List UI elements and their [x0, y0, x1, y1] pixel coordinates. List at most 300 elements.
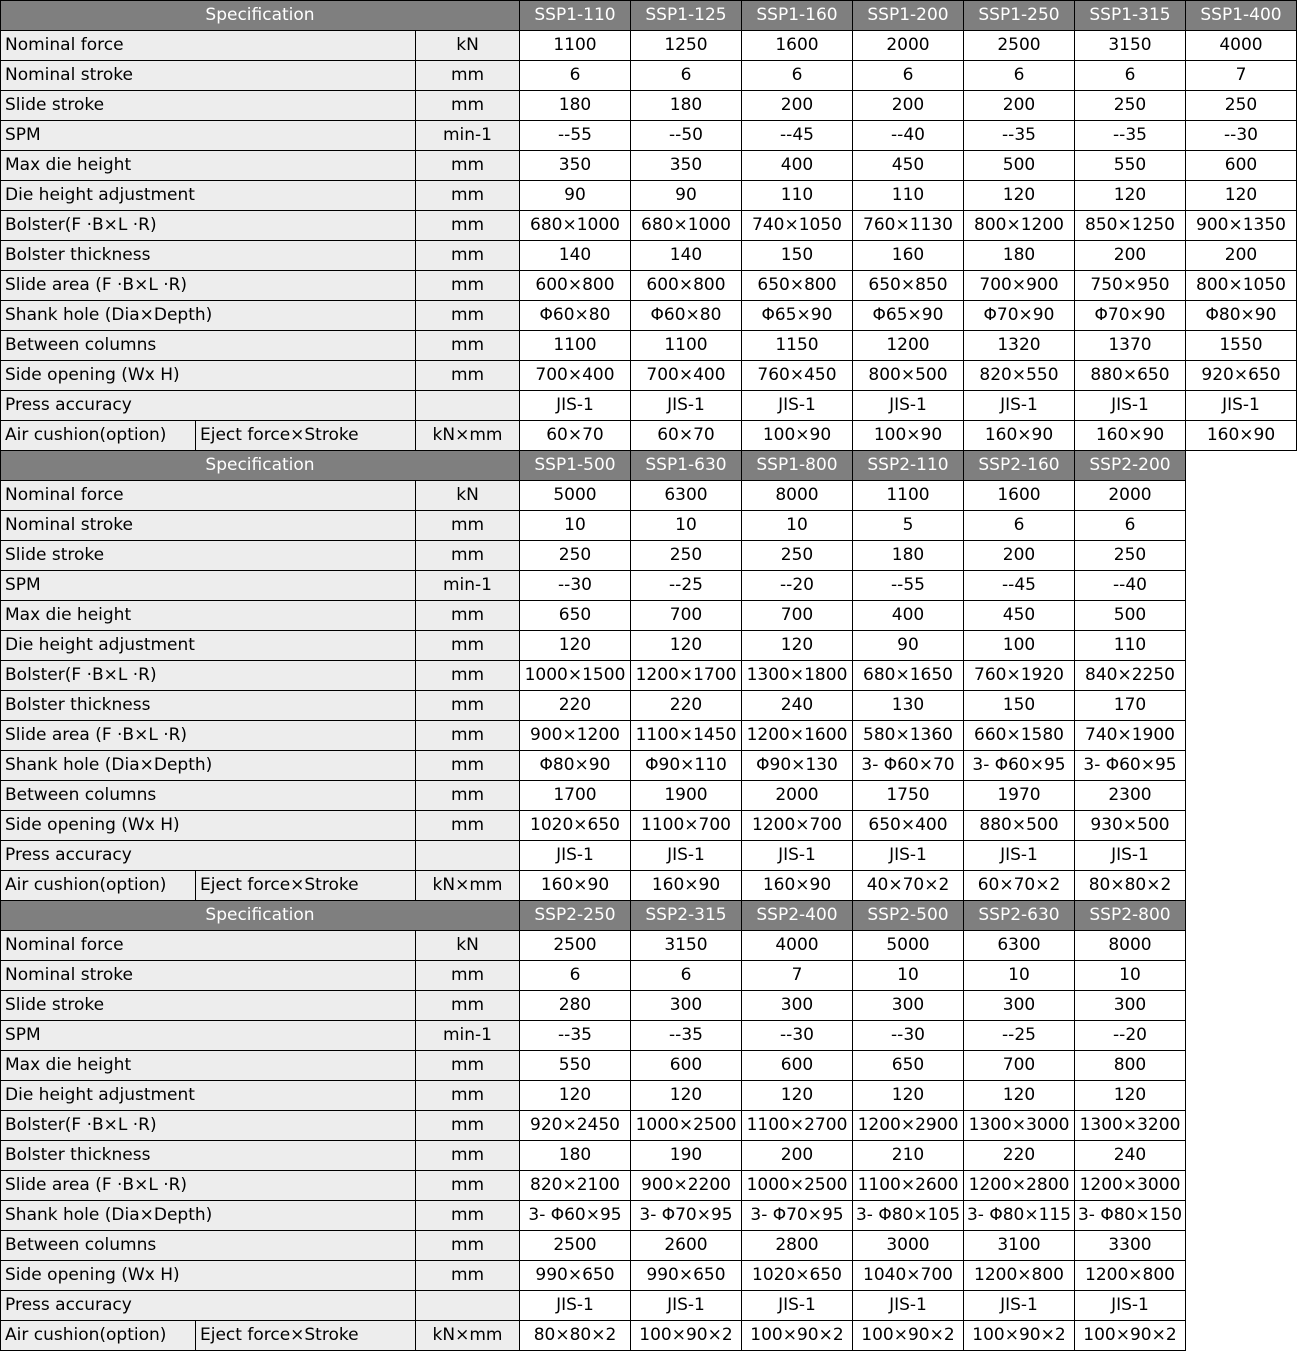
spec-value: 180: [520, 91, 631, 121]
row-sublabel: Eject force×Stroke: [196, 421, 416, 451]
spec-value: 2500: [520, 931, 631, 961]
spec-value: 90: [631, 181, 742, 211]
spec-value: 700×900: [964, 271, 1075, 301]
spec-value: Φ90×110: [631, 751, 742, 781]
spec-row: [1, 1291, 1186, 1321]
row-label: Slide area (F ·B×L ·R): [1, 271, 416, 301]
spec-value: 300: [631, 991, 742, 1021]
spec-value: 200: [1075, 241, 1186, 271]
spec-value: 3100: [964, 1231, 1075, 1261]
spec-value: 650×800: [742, 271, 853, 301]
row-unit: mm: [416, 361, 520, 391]
spec-value: 7: [1186, 61, 1297, 91]
spec-value: 920×2450: [520, 1111, 631, 1141]
row-unit: mm: [416, 631, 520, 661]
spec-value: 1100: [853, 481, 964, 511]
spec-row: [1, 1171, 1186, 1201]
spec-value: 140: [520, 241, 631, 271]
row-unit: mm: [416, 91, 520, 121]
spec-value: JIS-1: [520, 1291, 631, 1321]
spec-value: 1020×650: [520, 811, 631, 841]
spec-value: 160×90: [520, 871, 631, 901]
spec-row: [1, 391, 1297, 421]
spec-value: 700: [964, 1051, 1075, 1081]
model-header: SSP2-315: [631, 901, 742, 931]
spec-value: 120: [742, 1081, 853, 1111]
spec-row: [1, 1051, 1186, 1081]
spec-value: 3- Φ60×70: [853, 751, 964, 781]
model-header: SSP2-160: [964, 451, 1075, 481]
model-header: SSP1-500: [520, 451, 631, 481]
spec-value: 1200×800: [964, 1261, 1075, 1291]
spec-value: 130: [853, 691, 964, 721]
spec-value: 700×400: [520, 361, 631, 391]
spec-value: JIS-1: [520, 391, 631, 421]
spec-value: 3- Φ70×95: [742, 1201, 853, 1231]
row-label: Between columns: [1, 331, 416, 361]
spec-value: 840×2250: [1075, 661, 1186, 691]
spec-value: 1200×700: [742, 811, 853, 841]
spec-value: 120: [742, 631, 853, 661]
spec-value: 170: [1075, 691, 1186, 721]
spec-value: 210: [853, 1141, 964, 1171]
spec-value: 1100×2600: [853, 1171, 964, 1201]
row-label: Press accuracy: [1, 391, 416, 421]
spec-value: 100: [964, 631, 1075, 661]
spec-value: 1320: [964, 331, 1075, 361]
row-unit: mm: [416, 1261, 520, 1291]
spec-value: 650: [520, 601, 631, 631]
spec-value: 3300: [1075, 1231, 1186, 1261]
spec-value: 220: [631, 691, 742, 721]
spec-value: 240: [742, 691, 853, 721]
spec-value: 6: [631, 61, 742, 91]
spec-value: 200: [964, 541, 1075, 571]
spec-value: 1200×800: [1075, 1261, 1186, 1291]
row-label: Shank hole (Dia×Depth): [1, 1201, 416, 1231]
spec-value: 60×70: [631, 421, 742, 451]
spec-value: 1300×1800: [742, 661, 853, 691]
spec-value: 900×2200: [631, 1171, 742, 1201]
row-label: Between columns: [1, 1231, 416, 1261]
row-sublabel: Eject force×Stroke: [196, 871, 416, 901]
spec-row: [1, 1261, 1186, 1291]
spec-value: 1000×1500: [520, 661, 631, 691]
spec-value: 550: [1075, 151, 1186, 181]
row-unit: mm: [416, 1201, 520, 1231]
spec-value: Φ70×90: [964, 301, 1075, 331]
row-unit: mm: [416, 961, 520, 991]
model-header: SSP1-200: [853, 1, 964, 31]
spec-value: 2000: [742, 781, 853, 811]
model-header: SSP1-800: [742, 451, 853, 481]
spec-value: 160: [853, 241, 964, 271]
spec-value: 3- Φ80×105: [853, 1201, 964, 1231]
spec-value: 600: [742, 1051, 853, 1081]
spec-value: 680×1000: [520, 211, 631, 241]
spec-value: 180: [520, 1141, 631, 1171]
model-header: SSP1-110: [520, 1, 631, 31]
spec-value: 200: [853, 91, 964, 121]
spec-row: [1, 181, 1297, 211]
model-header: SSP2-630: [964, 901, 1075, 931]
row-unit: mm: [416, 1051, 520, 1081]
spec-value: 650: [853, 1051, 964, 1081]
spec-value: 990×650: [631, 1261, 742, 1291]
row-label: SPM: [1, 121, 416, 151]
spec-value: 7: [742, 961, 853, 991]
row-label: Bolster thickness: [1, 241, 416, 271]
spec-value: 2500: [520, 1231, 631, 1261]
row-unit: kN: [416, 481, 520, 511]
spec-row: [1, 871, 1186, 901]
row-unit: mm: [416, 61, 520, 91]
spec-value: 300: [964, 991, 1075, 1021]
spec-value: 1100: [520, 331, 631, 361]
spec-value: 160×90: [964, 421, 1075, 451]
spec-row: [1, 211, 1297, 241]
spec-value: 1300×3000: [964, 1111, 1075, 1141]
row-unit: min-1: [416, 121, 520, 151]
spec-value: JIS-1: [742, 841, 853, 871]
row-unit: mm: [416, 601, 520, 631]
row-label: Slide area (F ·B×L ·R): [1, 721, 416, 751]
spec-row: [1, 481, 1186, 511]
row-unit: mm: [416, 1231, 520, 1261]
spec-value: 700: [631, 601, 742, 631]
spec-value: JIS-1: [1075, 841, 1186, 871]
spec-value: 680×1000: [631, 211, 742, 241]
spec-value: 2000: [853, 31, 964, 61]
row-label: Press accuracy: [1, 841, 416, 871]
spec-value: 400: [853, 601, 964, 631]
spec-value: --45: [964, 571, 1075, 601]
spec-value: 880×500: [964, 811, 1075, 841]
spec-value: JIS-1: [742, 391, 853, 421]
spec-value: 120: [964, 181, 1075, 211]
spec-value: 700: [742, 601, 853, 631]
row-unit: kN×mm: [416, 1321, 520, 1351]
spec-value: 820×2100: [520, 1171, 631, 1201]
spec-value: 1200×3000: [1075, 1171, 1186, 1201]
spec-row: [1, 781, 1186, 811]
row-unit: kN×mm: [416, 871, 520, 901]
spec-value: 1000×2500: [742, 1171, 853, 1201]
row-label: Max die height: [1, 1051, 416, 1081]
spec-value: 740×1900: [1075, 721, 1186, 751]
spec-header-row: [1, 1, 1297, 31]
spec-value: 880×650: [1075, 361, 1186, 391]
spec-value: --30: [742, 1021, 853, 1051]
spec-value: 1600: [742, 31, 853, 61]
spec-value: 1550: [1186, 331, 1297, 361]
spec-value: 2500: [964, 31, 1075, 61]
row-unit: mm: [416, 721, 520, 751]
row-label: Press accuracy: [1, 1291, 416, 1321]
row-label: Air cushion(option): [1, 871, 196, 901]
spec-row: [1, 421, 1297, 451]
spec-row: [1, 1021, 1186, 1051]
spec-value: JIS-1: [631, 841, 742, 871]
row-label: Bolster(F ·B×L ·R): [1, 661, 416, 691]
spec-row: [1, 511, 1186, 541]
row-label: Nominal force: [1, 931, 416, 961]
spec-value: 60×70×2: [964, 871, 1075, 901]
model-header: SSP1-160: [742, 1, 853, 31]
spec-value: --30: [853, 1021, 964, 1051]
spec-value: 1600: [964, 481, 1075, 511]
spec-value: 1200: [853, 331, 964, 361]
spec-value: 10: [520, 511, 631, 541]
spec-value: 1040×700: [853, 1261, 964, 1291]
row-label: Nominal stroke: [1, 61, 416, 91]
row-label: Slide area (F ·B×L ·R): [1, 1171, 416, 1201]
spec-value: 90: [853, 631, 964, 661]
spec-value: Φ60×80: [520, 301, 631, 331]
spec-value: 1200×1600: [742, 721, 853, 751]
spec-row: [1, 151, 1297, 181]
spec-table-3: [0, 900, 1186, 1351]
spec-value: 6: [742, 61, 853, 91]
row-unit: mm: [416, 241, 520, 271]
spec-value: 160×90: [1186, 421, 1297, 451]
spec-table-1: [0, 0, 1297, 451]
spec-row: [1, 1141, 1186, 1171]
spec-value: 6300: [631, 481, 742, 511]
spec-value: 10: [742, 511, 853, 541]
spec-value: 600: [631, 1051, 742, 1081]
spec-value: JIS-1: [964, 1291, 1075, 1321]
spec-value: 80×80×2: [520, 1321, 631, 1351]
spec-value: 120: [631, 1081, 742, 1111]
spec-value: 40×70×2: [853, 871, 964, 901]
row-label: Bolster(F ·B×L ·R): [1, 1111, 416, 1141]
spec-row: [1, 811, 1186, 841]
spec-value: 350: [631, 151, 742, 181]
spec-value: 100×90: [742, 421, 853, 451]
spec-value: 5: [853, 511, 964, 541]
row-unit: mm: [416, 1081, 520, 1111]
spec-value: Φ70×90: [1075, 301, 1186, 331]
spec-value: --35: [631, 1021, 742, 1051]
spec-value: 2300: [1075, 781, 1186, 811]
spec-value: 110: [742, 181, 853, 211]
spec-value: JIS-1: [853, 391, 964, 421]
spec-row: [1, 331, 1297, 361]
row-label: Slide stroke: [1, 991, 416, 1021]
spec-value: 200: [742, 1141, 853, 1171]
spec-value: 200: [1186, 241, 1297, 271]
spec-value: 900×1350: [1186, 211, 1297, 241]
spec-value: 120: [1075, 181, 1186, 211]
spec-value: 6300: [964, 931, 1075, 961]
spec-value: 800×1200: [964, 211, 1075, 241]
spec-row: [1, 691, 1186, 721]
row-unit: [416, 841, 520, 871]
spec-value: --40: [1075, 571, 1186, 601]
spec-value: 1300×3200: [1075, 1111, 1186, 1141]
spec-value: 700×400: [631, 361, 742, 391]
row-unit: [416, 1291, 520, 1321]
spec-value: 5000: [853, 931, 964, 961]
spec-value: JIS-1: [1186, 391, 1297, 421]
spec-value: 100×90×2: [631, 1321, 742, 1351]
spec-value: --55: [520, 121, 631, 151]
spec-value: 850×1250: [1075, 211, 1186, 241]
spec-value: 1100×1450: [631, 721, 742, 751]
spec-row: [1, 601, 1186, 631]
row-unit: mm: [416, 331, 520, 361]
row-label: Nominal force: [1, 481, 416, 511]
spec-header-row: [1, 451, 1186, 481]
spec-value: 3150: [1075, 31, 1186, 61]
spec-header-row: [1, 901, 1186, 931]
spec-value: 4000: [742, 931, 853, 961]
spec-value: Φ65×90: [853, 301, 964, 331]
spec-value: --25: [964, 1021, 1075, 1051]
spec-value: 300: [853, 991, 964, 1021]
spec-value: Φ80×90: [520, 751, 631, 781]
spec-value: 140: [631, 241, 742, 271]
spec-value: 1370: [1075, 331, 1186, 361]
spec-value: Φ90×130: [742, 751, 853, 781]
spec-value: 10: [631, 511, 742, 541]
spec-value: 120: [1075, 1081, 1186, 1111]
spec-value: JIS-1: [631, 1291, 742, 1321]
row-unit: mm: [416, 751, 520, 781]
spec-value: 1100: [520, 31, 631, 61]
row-label: Bolster thickness: [1, 691, 416, 721]
row-unit: mm: [416, 1111, 520, 1141]
spec-value: --45: [742, 121, 853, 151]
spec-value: 100×90×2: [742, 1321, 853, 1351]
spec-value: 5000: [520, 481, 631, 511]
spec-value: 60×70: [520, 421, 631, 451]
spec-value: 160×90: [1075, 421, 1186, 451]
spec-value: JIS-1: [520, 841, 631, 871]
spec-value: 120: [853, 1081, 964, 1111]
spec-value: JIS-1: [964, 391, 1075, 421]
spec-value: 1100×700: [631, 811, 742, 841]
spec-row: [1, 361, 1297, 391]
spec-value: 450: [964, 601, 1075, 631]
spec-value: 1020×650: [742, 1261, 853, 1291]
spec-value: 80×80×2: [1075, 871, 1186, 901]
specification-header: Specification: [1, 451, 520, 481]
row-label: Bolster(F ·B×L ·R): [1, 211, 416, 241]
spec-row: [1, 571, 1186, 601]
row-label: Shank hole (Dia×Depth): [1, 751, 416, 781]
spec-row: [1, 721, 1186, 751]
spec-value: 3- Φ80×150: [1075, 1201, 1186, 1231]
spec-value: 1700: [520, 781, 631, 811]
row-unit: mm: [416, 211, 520, 241]
spec-value: 1200×2900: [853, 1111, 964, 1141]
spec-row: [1, 1081, 1186, 1111]
row-unit: mm: [416, 1171, 520, 1201]
spec-row: [1, 271, 1297, 301]
spec-value: 1150: [742, 331, 853, 361]
spec-row: [1, 841, 1186, 871]
spec-value: JIS-1: [964, 841, 1075, 871]
row-unit: kN: [416, 931, 520, 961]
spec-value: 450: [853, 151, 964, 181]
spec-value: 760×450: [742, 361, 853, 391]
spec-value: 120: [520, 1081, 631, 1111]
row-label: Nominal stroke: [1, 511, 416, 541]
spec-value: 10: [1075, 961, 1186, 991]
spec-value: 180: [964, 241, 1075, 271]
spec-table-2: [0, 450, 1186, 901]
spec-value: 160×90: [631, 871, 742, 901]
spec-value: 2000: [1075, 481, 1186, 511]
spec-value: 240: [1075, 1141, 1186, 1171]
spec-value: 8000: [1075, 931, 1186, 961]
row-unit: mm: [416, 661, 520, 691]
row-label: Slide stroke: [1, 91, 416, 121]
model-header: SSP1-400: [1186, 1, 1297, 31]
spec-value: 800×500: [853, 361, 964, 391]
row-unit: kN×mm: [416, 421, 520, 451]
model-header: SSP1-250: [964, 1, 1075, 31]
row-unit: [416, 391, 520, 421]
spec-value: JIS-1: [853, 1291, 964, 1321]
row-label: Die height adjustment: [1, 181, 416, 211]
spec-value: --35: [520, 1021, 631, 1051]
spec-value: 6: [520, 61, 631, 91]
spec-value: 3- Φ70×95: [631, 1201, 742, 1231]
spec-value: 10: [964, 961, 1075, 991]
spec-value: 250: [1075, 541, 1186, 571]
spec-value: --20: [1075, 1021, 1186, 1051]
row-unit: mm: [416, 991, 520, 1021]
spec-value: --25: [631, 571, 742, 601]
spec-value: 100×90: [853, 421, 964, 451]
spec-value: 150: [742, 241, 853, 271]
spec-value: 2600: [631, 1231, 742, 1261]
spec-row: [1, 121, 1297, 151]
spec-value: 250: [520, 541, 631, 571]
spec-value: 10: [853, 961, 964, 991]
spec-value: 180: [631, 91, 742, 121]
spec-value: --35: [964, 121, 1075, 151]
spec-row: [1, 301, 1297, 331]
row-unit: min-1: [416, 571, 520, 601]
spec-value: 8000: [742, 481, 853, 511]
row-unit: mm: [416, 691, 520, 721]
spec-value: 180: [853, 541, 964, 571]
row-label: Bolster thickness: [1, 1141, 416, 1171]
spec-value: 760×1130: [853, 211, 964, 241]
spec-value: 3- Φ60×95: [520, 1201, 631, 1231]
spec-row: [1, 241, 1297, 271]
row-unit: mm: [416, 511, 520, 541]
spec-value: 6: [1075, 61, 1186, 91]
row-unit: mm: [416, 301, 520, 331]
spec-value: 1100: [631, 331, 742, 361]
spec-value: 90: [520, 181, 631, 211]
spec-value: 6: [520, 961, 631, 991]
spec-value: 200: [964, 91, 1075, 121]
row-unit: mm: [416, 271, 520, 301]
spec-value: 3- Φ80×115: [964, 1201, 1075, 1231]
spec-value: 680×1650: [853, 661, 964, 691]
row-label: Air cushion(option): [1, 1321, 196, 1351]
row-unit: min-1: [416, 1021, 520, 1051]
row-unit: mm: [416, 181, 520, 211]
spec-value: 120: [520, 631, 631, 661]
spec-value: 650×400: [853, 811, 964, 841]
